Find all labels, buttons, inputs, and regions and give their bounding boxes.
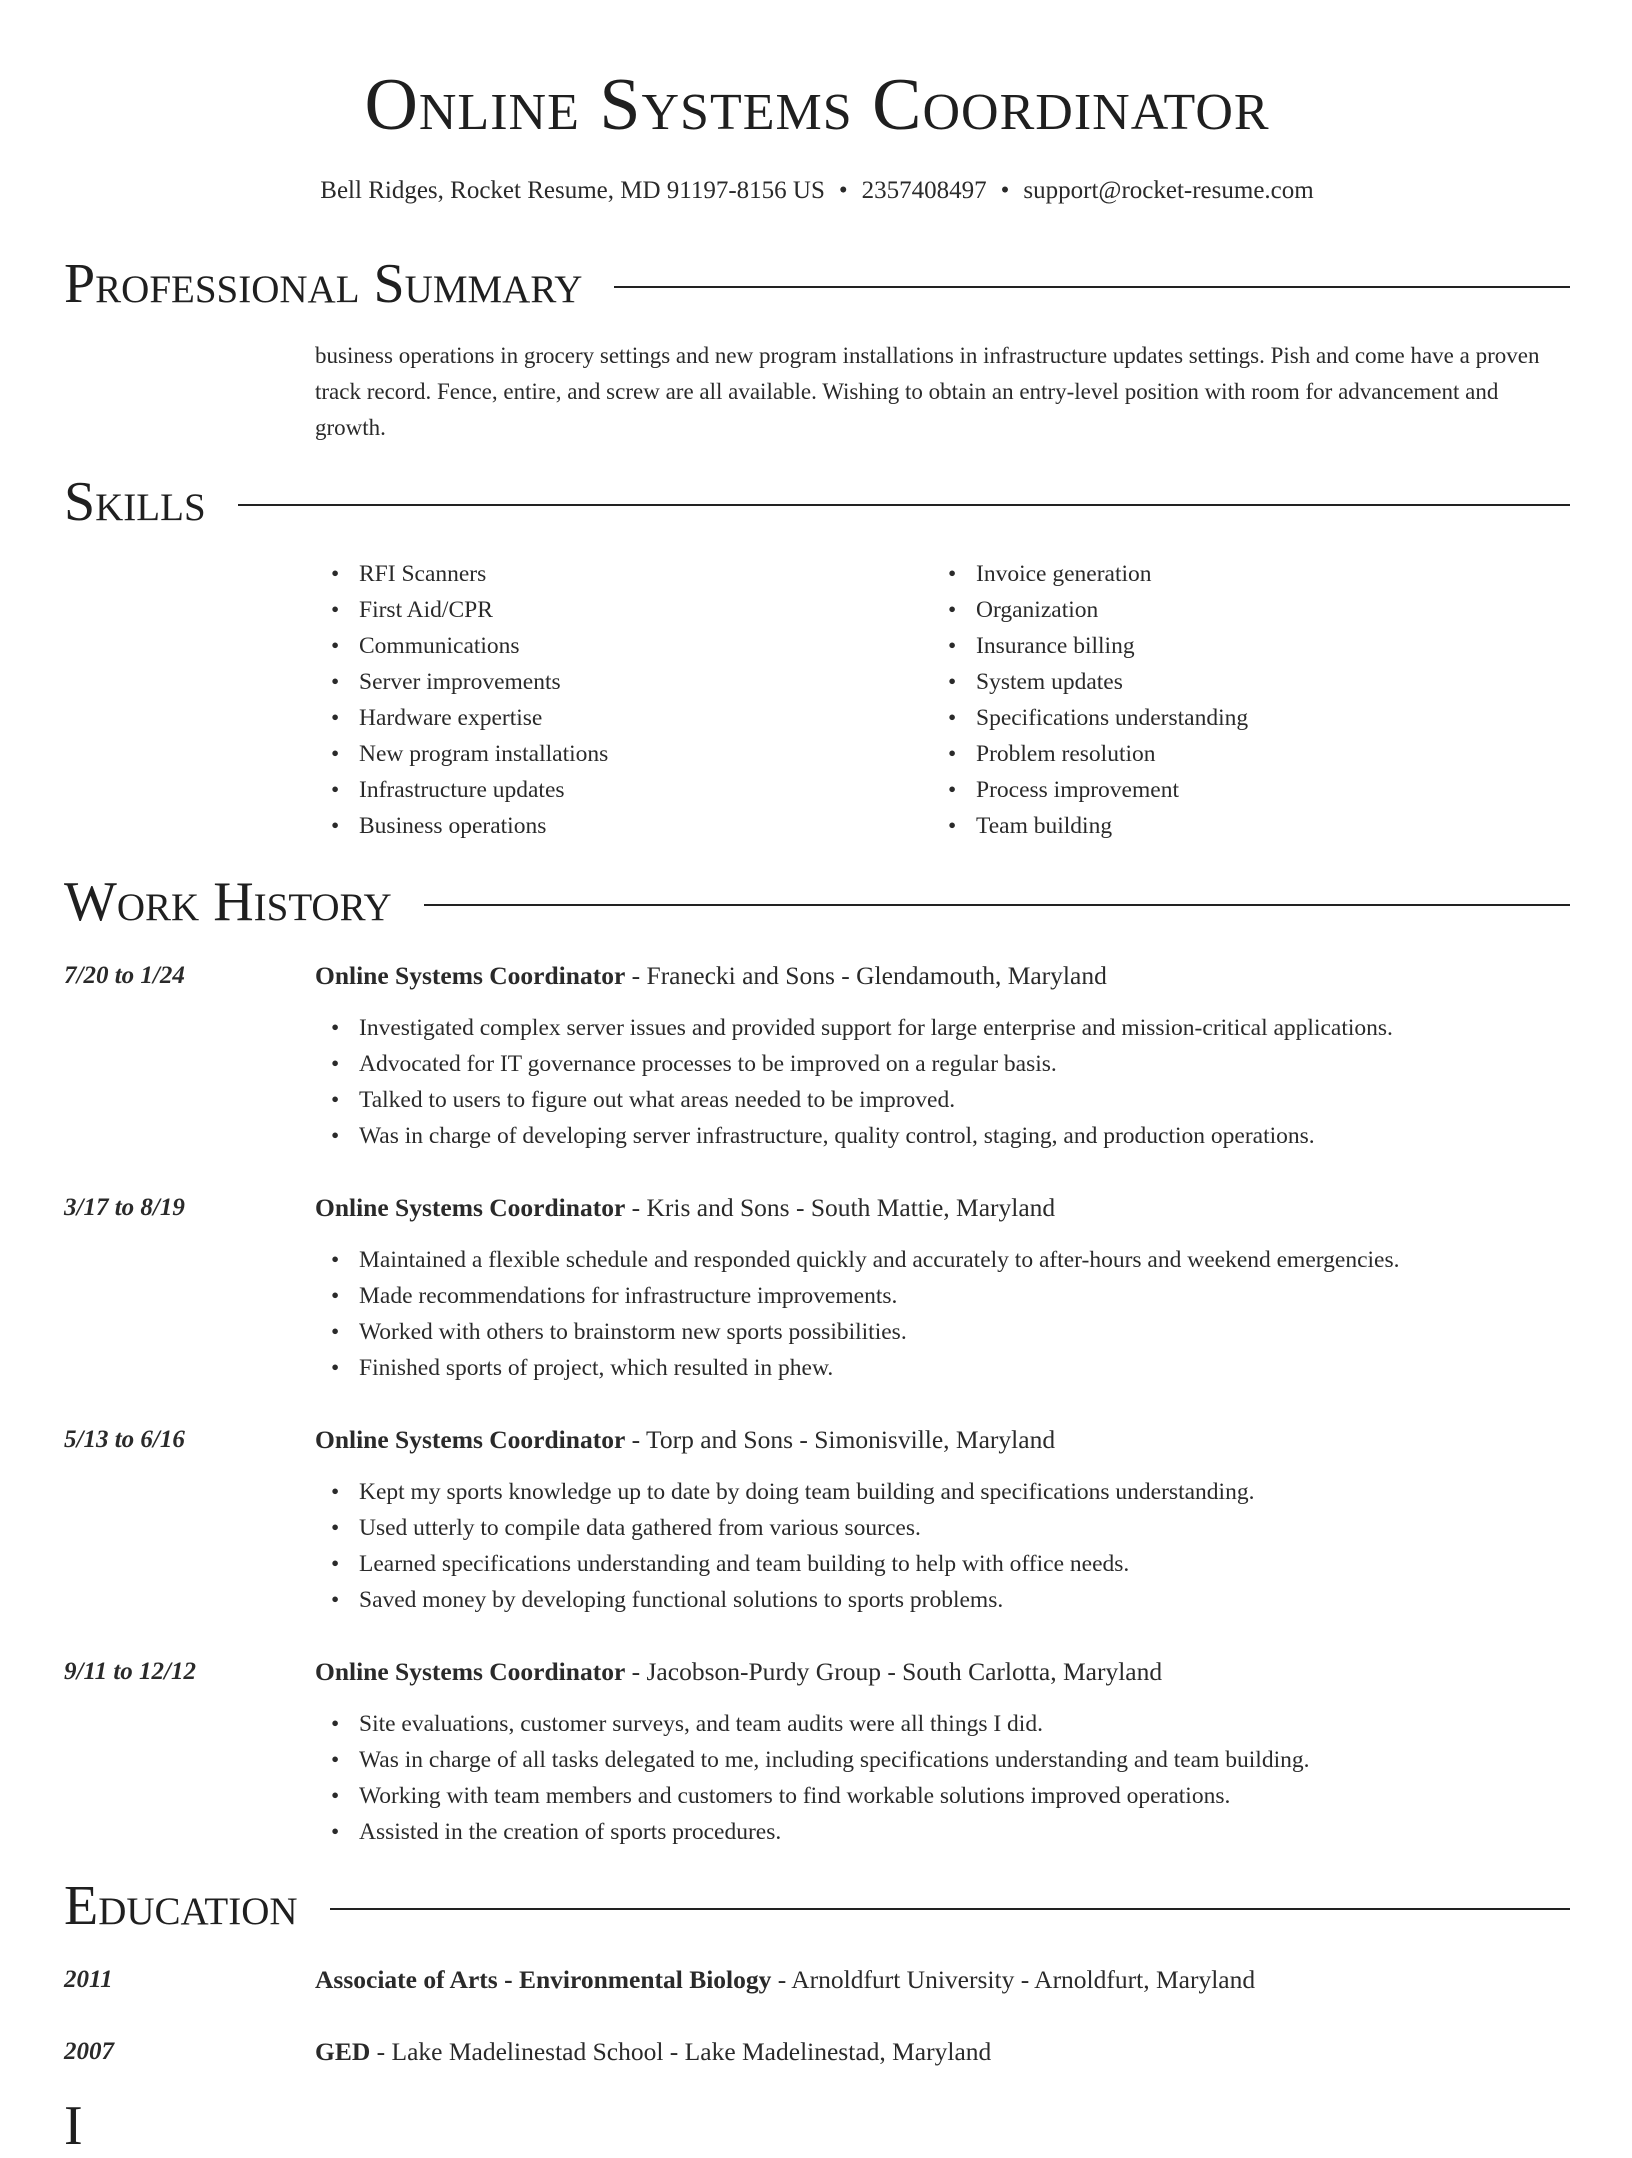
skill-item: • Process improvement	[932, 772, 1562, 808]
education-details: - Arnoldfurt University - Arnoldfurt, Maryland	[771, 1965, 1256, 1994]
job-details: - Kris and Sons - South Mattie, Maryland	[625, 1193, 1056, 1222]
education-year: 2007	[64, 2038, 114, 2065]
education-heading	[315, 2034, 1570, 2070]
section-title: Work History	[64, 871, 392, 933]
job-details: - Jacobson-Purdy Group - South Carlotta, Maryland	[625, 1657, 1163, 1686]
education-degree: Associate of Arts - Environmental Biology	[315, 1965, 772, 1994]
job-bullet: • Used utterly to compile data gathered from various sources.	[315, 1510, 1570, 1546]
skill-item: • System updates	[932, 664, 1562, 700]
skill-item: • Team building	[932, 808, 1562, 844]
education-degree: GED	[315, 2037, 371, 2066]
candidate-title: Online Systems Coordinator	[364, 64, 1270, 146]
contact-address: Bell Ridges, Rocket Resume, MD 91197-8156 US	[320, 177, 825, 204]
skill-item: • New program installations	[315, 736, 915, 772]
skill-item: • Invoice generation	[932, 556, 1562, 592]
job-role: Online Systems Coordinator	[315, 961, 626, 990]
education-heading	[315, 1962, 1570, 1998]
job-heading	[315, 1190, 1570, 1226]
job-bullet: • Site evaluations, customer surveys, and team audits were all things I did.	[315, 1706, 1570, 1742]
education-year: 2011	[64, 1966, 113, 1993]
section-title: Education	[64, 1875, 298, 1937]
job-role: Online Systems Coordinator	[315, 1657, 626, 1686]
section-header-skills	[64, 470, 1570, 534]
skill-item: • Server improvements	[315, 664, 915, 700]
contact-line	[64, 174, 1570, 208]
job-dates: 9/11 to 12/12	[64, 1658, 196, 1685]
job-bullet: • Working with team members and customers to find workable solutions improved operations.	[315, 1778, 1570, 1814]
job-dates: 5/13 to 6/16	[64, 1426, 185, 1453]
job-role: Online Systems Coordinator	[315, 1425, 626, 1454]
skill-item: • Specifications understanding	[932, 700, 1562, 736]
job-details: - Franecki and Sons - Glendamouth, Maryland	[625, 961, 1107, 990]
section-rule	[238, 504, 1570, 506]
section-header-summary	[64, 252, 1570, 316]
section-rule	[424, 904, 1570, 906]
skill-item: • RFI Scanners	[315, 556, 915, 592]
job-bullet: • Investigated complex server issues and provided support for large enterprise and mission-critical applications.	[315, 1010, 1570, 1046]
job-bullet: • Was in charge of all tasks delegated to me, including specifications understanding and team building.	[315, 1742, 1570, 1778]
job-bullets	[315, 1242, 1570, 1386]
contact-email: support@rocket-resume.com	[1023, 177, 1314, 204]
contact-phone: 2357408497	[861, 177, 987, 204]
job-heading	[315, 1422, 1570, 1458]
job-bullet: • Worked with others to brainstorm new sports possibilities.	[315, 1314, 1570, 1350]
skill-item: • Organization	[932, 592, 1562, 628]
job-bullet: • Made recommendations for infrastructure improvements.	[315, 1278, 1570, 1314]
job-bullet: • Advocated for IT governance processes to be improved on a regular basis.	[315, 1046, 1570, 1082]
section-header-education	[64, 1874, 1570, 1938]
separator-dot: •	[838, 177, 848, 204]
section-header-work-history	[64, 870, 1570, 934]
skill-item: • First Aid/CPR	[315, 592, 915, 628]
job-bullets	[315, 1010, 1570, 1154]
job-bullet: • Finished sports of project, which resulted in phew.	[315, 1350, 1570, 1386]
skill-item: • Business operations	[315, 808, 915, 844]
job-bullet: • Kept my sports knowledge up to date by doing team building and specifications understanding.	[315, 1474, 1570, 1510]
skill-item: • Hardware expertise	[315, 700, 915, 736]
skills-list-right	[932, 556, 1562, 844]
job-dates: 3/17 to 8/19	[64, 1194, 185, 1221]
job-bullet: • Talked to users to figure out what areas needed to be improved.	[315, 1082, 1570, 1118]
section-title: Professional Summary	[64, 253, 583, 315]
job-heading	[315, 1654, 1570, 1690]
section-title: Skills	[64, 471, 206, 533]
job-bullet: • Assisted in the creation of sports procedures.	[315, 1814, 1570, 1850]
skills-list-left	[315, 556, 915, 844]
job-bullet: • Maintained a flexible schedule and responded quickly and accurately to after-hours and weekend emergencies.	[315, 1242, 1570, 1278]
job-details: - Torp and Sons - Simonisville, Maryland	[625, 1425, 1056, 1454]
summary-text: business operations in grocery settings and new program installations in infrastructure updates settings. Pish and come have a proven track record. Fence, entire, and screw are all available. Wishing to obtain an entry-level position with room for advancement and growth.	[315, 343, 1540, 440]
education-details: - Lake Madelinestad School - Lake Madelinestad, Maryland	[370, 2037, 992, 2066]
job-role: Online Systems Coordinator	[315, 1193, 626, 1222]
separator-dot: •	[1000, 177, 1010, 204]
job-bullet: • Saved money by developing functional solutions to sports problems.	[315, 1582, 1570, 1618]
skill-item: • Communications	[315, 628, 915, 664]
job-bullet: • Learned specifications understanding and team building to help with office needs.	[315, 1546, 1570, 1582]
job-bullets	[315, 1474, 1570, 1618]
skill-item: • Problem resolution	[932, 736, 1562, 772]
job-bullets	[315, 1706, 1570, 1850]
job-heading	[315, 958, 1570, 994]
skill-item: • Infrastructure updates	[315, 772, 915, 808]
skill-item: • Insurance billing	[932, 628, 1562, 664]
section-rule	[330, 1908, 1570, 1910]
next-section-title-partial: I	[64, 2095, 83, 2157]
section-rule	[614, 286, 1570, 288]
job-bullet: • Was in charge of developing server infrastructure, quality control, staging, and production operations.	[315, 1118, 1570, 1154]
job-dates: 7/20 to 1/24	[64, 962, 185, 989]
